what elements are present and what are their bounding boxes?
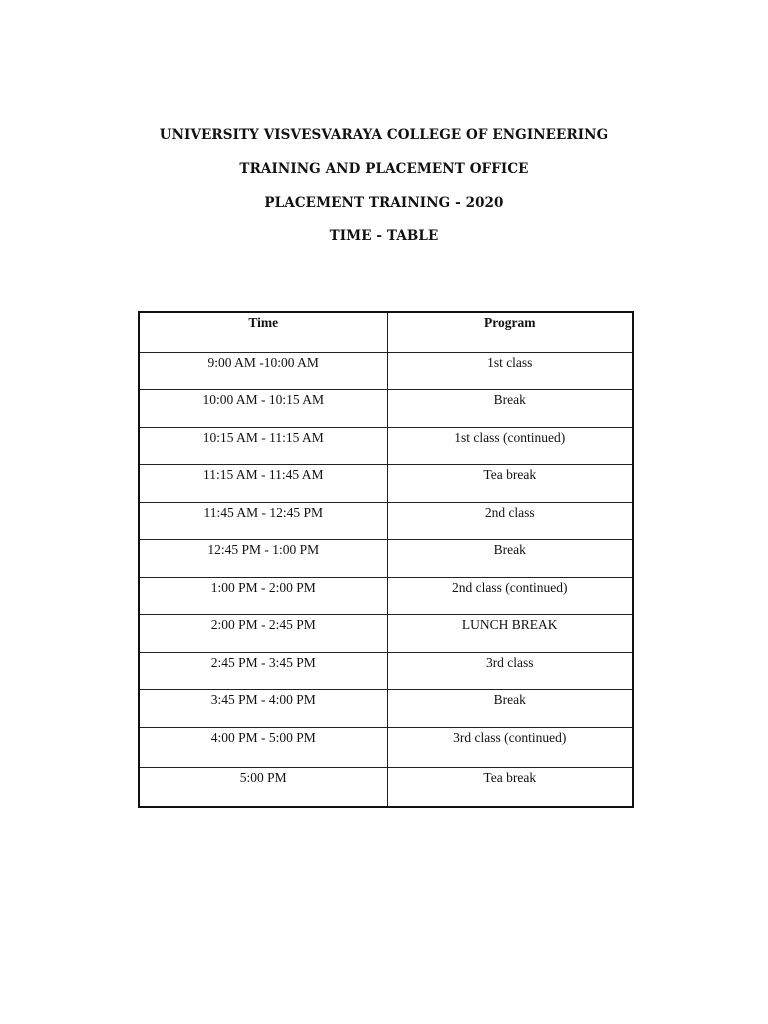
table-row: [139, 767, 633, 807]
program-cell: 3rd class (continued): [387, 727, 633, 767]
table-row: [139, 577, 633, 615]
table-row: [139, 427, 633, 465]
program-cell: Tea break: [387, 767, 633, 807]
time-cell: 12:45 PM - 1:00 PM: [139, 540, 387, 578]
time-cell: 10:00 AM - 10:15 AM: [139, 390, 387, 428]
institution-heading: UNIVERSITY VISVESVARAYA COLLEGE OF ENGINEERING: [159, 127, 609, 143]
table-row: [139, 502, 633, 540]
time-column-header: Time: [139, 312, 387, 352]
table-row: [139, 727, 633, 767]
office-heading: TRAINING AND PLACEMENT OFFICE: [239, 161, 529, 177]
time-cell: 11:45 AM - 12:45 PM: [139, 502, 387, 540]
time-cell: 10:15 AM - 11:15 AM: [139, 427, 387, 465]
time-cell: 2:00 PM - 2:45 PM: [139, 615, 387, 653]
time-cell: 1:00 PM - 2:00 PM: [139, 577, 387, 615]
table-row: [139, 690, 633, 728]
table-row: [139, 615, 633, 653]
program-cell: 3rd class: [387, 652, 633, 690]
program-cell: Tea break: [387, 465, 633, 503]
program-title: PLACEMENT TRAINING - 2020: [264, 195, 504, 211]
program-cell: 2nd class (continued): [387, 577, 633, 615]
program-column-header: Program: [387, 312, 633, 352]
table-row: [139, 390, 633, 428]
timetable-title: TIME - TABLE: [329, 228, 439, 244]
time-cell: 2:45 PM - 3:45 PM: [139, 652, 387, 690]
table-header-row: [139, 312, 633, 352]
table-row: [139, 540, 633, 578]
program-cell: Break: [387, 690, 633, 728]
table-row: [139, 652, 633, 690]
time-cell: 3:45 PM - 4:00 PM: [139, 690, 387, 728]
table-row: [139, 352, 633, 390]
program-cell: Break: [387, 390, 633, 428]
time-cell: 11:15 AM - 11:45 AM: [139, 465, 387, 503]
program-cell: 2nd class: [387, 502, 633, 540]
program-cell: LUNCH BREAK: [387, 615, 633, 653]
program-cell: 1st class (continued): [387, 427, 633, 465]
time-cell: 9:00 AM -10:00 AM: [139, 352, 387, 390]
table-row: [139, 465, 633, 503]
time-cell: 5:00 PM: [139, 767, 387, 807]
program-cell: 1st class: [387, 352, 633, 390]
time-cell: 4:00 PM - 5:00 PM: [139, 727, 387, 767]
timetable: [138, 311, 634, 808]
program-cell: Break: [387, 540, 633, 578]
